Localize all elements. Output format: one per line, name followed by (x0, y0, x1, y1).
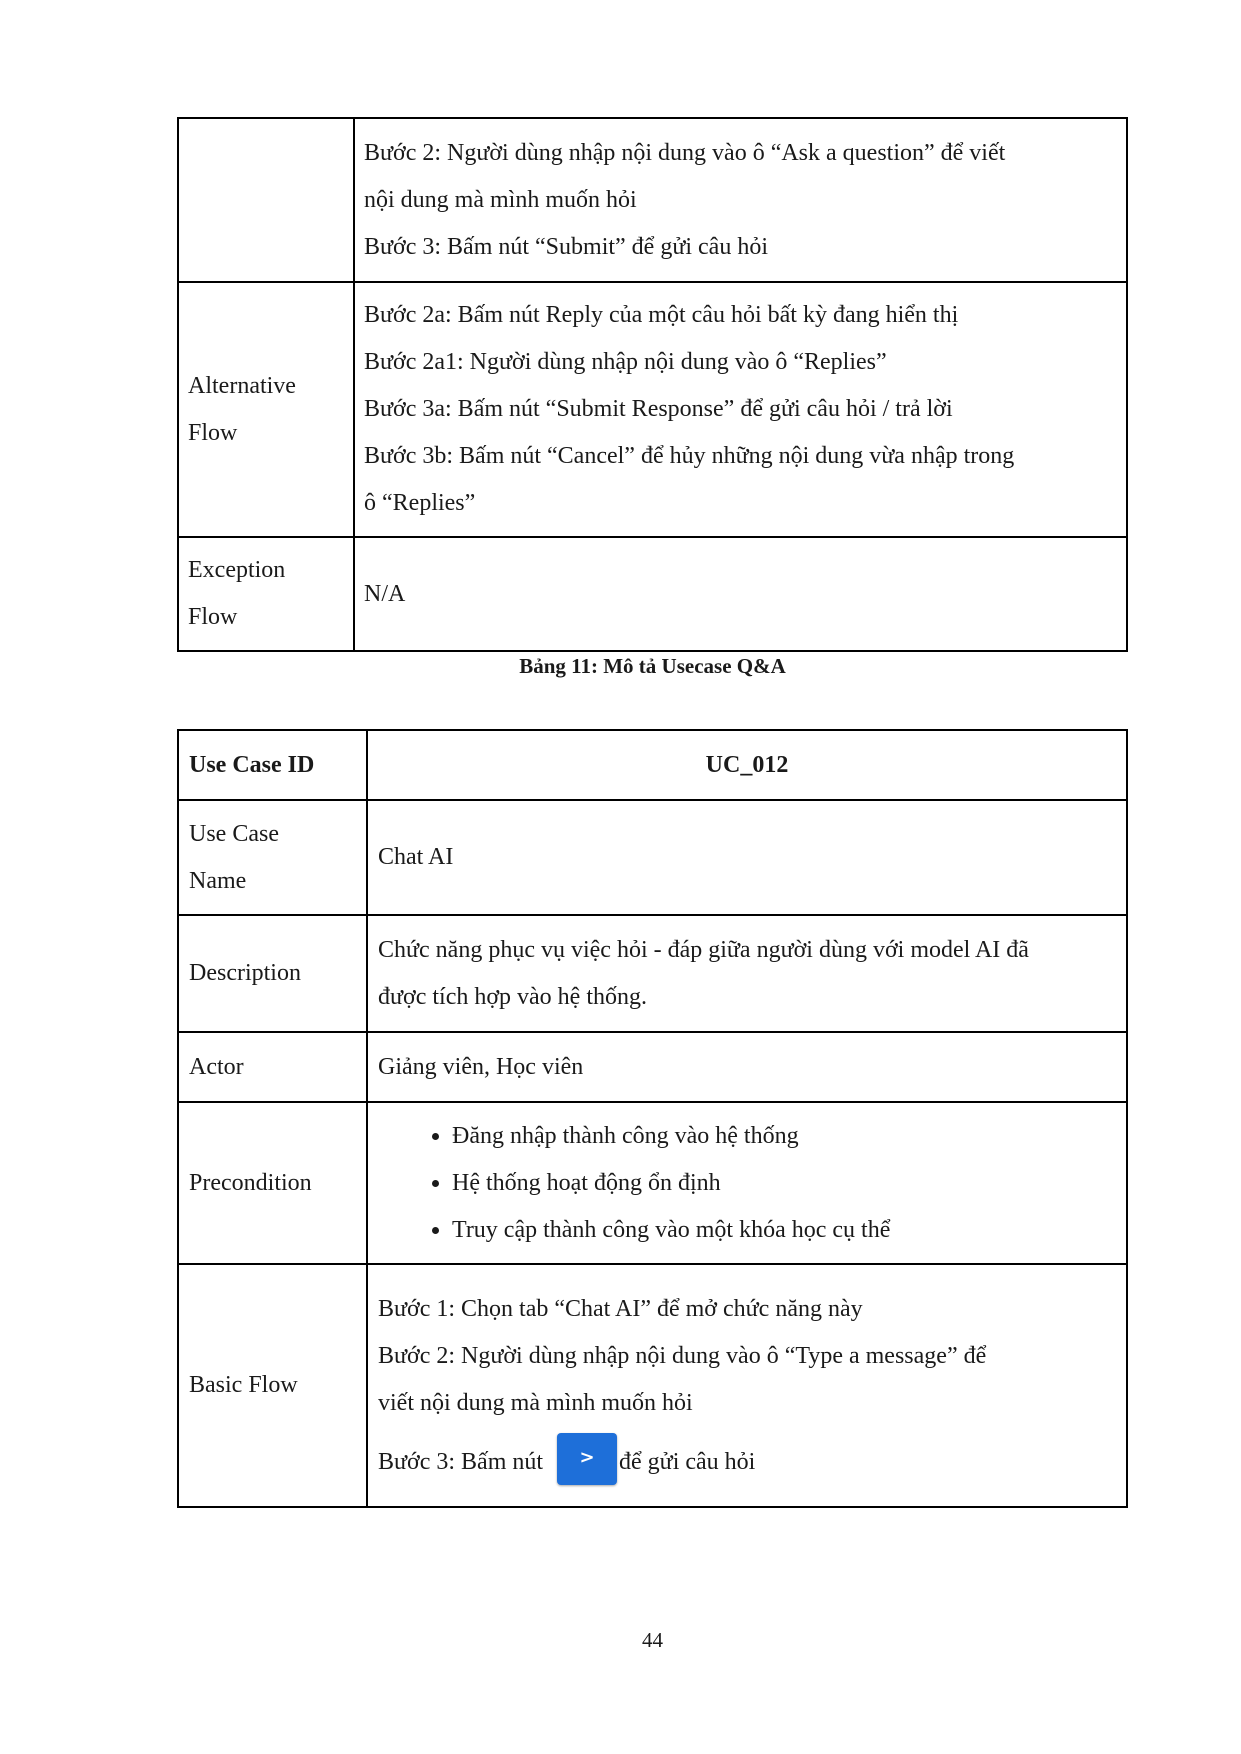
actor-value: Giảng viên, Học viên (367, 1032, 1127, 1102)
precondition-list (378, 1113, 1116, 1254)
precondition-cell (367, 1102, 1127, 1264)
description-line: Chức năng phục vụ việc hỏi - đáp giữa người dùng với model AI đã (378, 936, 1029, 963)
table-row (178, 915, 1127, 1032)
alternative-flow-label: Alternative Flow (178, 282, 354, 537)
exception-flow-label: Exception Flow (178, 537, 354, 651)
list-item: • Hệ thống hoạt động ổn định (452, 1160, 1116, 1207)
basic-flow-step: Bước 2: Người dùng nhập nội dung vào ô “Type a message” để (378, 1342, 987, 1369)
use-case-name-label: Use Case Name (178, 800, 367, 915)
table-caption: Bảng 11: Mô tả Usecase Q&A (519, 654, 786, 678)
basic-flow-step-prefix: Bước 3: Bấm nút (378, 1448, 544, 1475)
use-case-id-label: Use Case ID (178, 730, 367, 800)
alternative-flow-cell (354, 282, 1127, 537)
basic-flow-label-cell (178, 118, 354, 282)
table-row (178, 282, 1127, 537)
basic-flow-step-suffix: để gửi câu hỏi (619, 1448, 756, 1475)
basic-flow-step: viết nội dung mà mình muốn hỏi (378, 1389, 693, 1416)
description-label: Description (178, 915, 367, 1032)
alternative-flow-step: Bước 3a: Bấm nút “Submit Response” để gửi câu hỏi / trả lời (364, 396, 953, 422)
table-row (178, 1102, 1127, 1264)
exception-flow-value: N/A (354, 537, 1127, 651)
use-case-name-value: Chat AI (367, 800, 1127, 915)
basic-flow-step (378, 1433, 1116, 1486)
basic-flow-step: Bước 2: Người dùng nhập nội dung vào ô “Ask a question” để viết (364, 139, 1006, 166)
description-cell (367, 915, 1127, 1032)
basic-flow-label: Basic Flow (178, 1264, 367, 1507)
table-row (178, 1032, 1127, 1102)
send-button-icon: > (557, 1433, 617, 1485)
alternative-flow-step: Bước 2a: Bấm nút Reply của một câu hỏi bất kỳ đang hiển thị (364, 302, 959, 328)
alternative-flow-step: ô “Replies” (364, 490, 476, 516)
page-number: 44 (642, 1628, 663, 1652)
list-item: • Đăng nhập thành công vào hệ thống (452, 1113, 1116, 1160)
qa-usecase-table-continued (177, 117, 1128, 652)
basic-flow-step: nội dung mà mình muốn hỏi (364, 186, 637, 213)
basic-flow-step: Bước 1: Chọn tab “Chat AI” để mở chức năng này (378, 1295, 863, 1322)
table-row (178, 537, 1127, 651)
table-row (178, 800, 1127, 915)
alternative-flow-step: Bước 3b: Bấm nút “Cancel” để hủy những nội dung vừa nhập trong (364, 443, 1015, 469)
basic-flow-step: Bước 3: Bấm nút “Submit” để gửi câu hỏi (364, 233, 768, 260)
list-item: • Truy cập thành công vào một khóa học cụ thể (452, 1207, 1116, 1254)
table-row (178, 1264, 1127, 1507)
basic-flow-cell (354, 118, 1127, 282)
use-case-id-value: UC_012 (367, 730, 1127, 800)
precondition-label: Precondition (178, 1102, 367, 1264)
alternative-flow-step: Bước 2a1: Người dùng nhập nội dung vào ô “Replies” (364, 349, 887, 375)
table-row (178, 730, 1127, 800)
basic-flow-cell (367, 1264, 1127, 1507)
chat-ai-usecase-table (177, 729, 1128, 1508)
description-line: được tích hợp vào hệ thống. (378, 983, 648, 1010)
table-row (178, 118, 1127, 282)
actor-label: Actor (178, 1032, 367, 1102)
